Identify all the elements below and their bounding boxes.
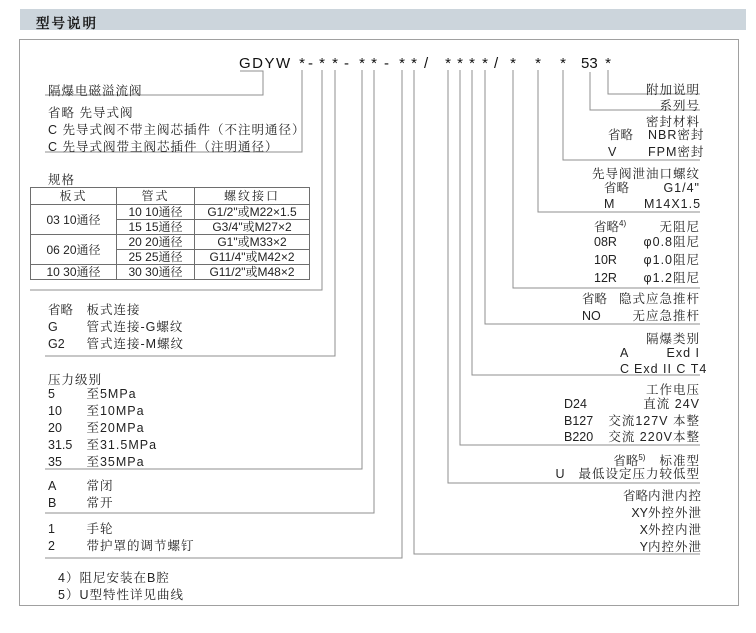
state-desc-2: 常开: [86, 496, 114, 510]
spec-plate-2: 06 20通径: [31, 235, 117, 265]
spec-header-pipe: 管式: [117, 188, 195, 205]
damping-code-2: 08R: [594, 235, 617, 249]
pushrod-code-1: 省略: [582, 292, 608, 306]
code-star-6: *: [399, 55, 405, 72]
pushrod-desc-2: 无应急推杆: [632, 309, 700, 323]
state-row-2: [48, 496, 114, 510]
damping-desc-4: φ1.2阻尼: [643, 271, 700, 285]
code-slash-2: /: [494, 55, 499, 72]
code-star-3: *: [332, 55, 338, 72]
voltage-row-2: [564, 414, 700, 428]
adjust-code-2: 2: [48, 539, 55, 553]
control-code-1: 省略: [622, 489, 648, 503]
seal-row-2: [608, 145, 705, 159]
control-row-2: [612, 506, 703, 520]
table-row: [31, 205, 310, 220]
exd-code-2: C: [620, 362, 630, 376]
section-title: 型号说明: [36, 16, 98, 31]
drain-desc-1: G1/4": [663, 181, 700, 195]
damping-desc-1: 无阻尼: [659, 220, 700, 235]
section-header-bar: [20, 9, 746, 30]
adjust-code-1: 1: [48, 522, 55, 536]
damping-row-3: [594, 253, 700, 267]
pressure-desc-1: 至5MPa: [86, 387, 137, 401]
damping-row-1: [594, 217, 700, 234]
voltage-code-2: B127: [564, 414, 594, 428]
connection-row-2: [48, 320, 183, 334]
spec-pipe-5: 30 30通径: [117, 265, 195, 280]
drain-row-2: [604, 197, 700, 211]
exd-row-2: [620, 362, 708, 376]
pressure-label: 压力级别: [48, 373, 103, 387]
pressure-row-4: [48, 438, 157, 452]
exd-desc-1: Exd I: [666, 346, 700, 360]
pressure-row-3: [48, 421, 145, 435]
spec-pipe-3: 20 20通径: [117, 235, 195, 250]
model-code-prefix: GDYW: [239, 55, 292, 72]
code-star-12: *: [510, 55, 516, 72]
spec-thread-1: G1/2"或M22×1.5: [195, 205, 310, 220]
pressure-code-4: 31.5: [48, 438, 73, 452]
damping-code-3: 10R: [594, 253, 617, 267]
drain-code-1: 省略: [604, 181, 630, 195]
pressure-desc-3: 至20MPa: [86, 421, 145, 435]
code-dash-2: -: [344, 55, 349, 72]
control-code-4: Y: [639, 540, 648, 554]
drain-code-2: M: [604, 197, 615, 211]
footnote-5: 5）U型特性详见曲线: [58, 588, 184, 602]
voltage-row-1: [564, 397, 700, 411]
exd-code-1: A: [620, 346, 629, 360]
seal-desc-2: FPM密封: [648, 145, 705, 159]
spec-table: [30, 187, 310, 280]
pressure-code-5: 35: [48, 455, 62, 469]
pilot-row-1: 省略 先导式阀: [48, 106, 134, 120]
spec-header-thread: 螺纹接口: [195, 188, 310, 205]
drain-thread-label: 先导阀泄油口螺纹: [591, 167, 700, 181]
control-code-2: XY: [631, 506, 648, 520]
connection-code-2: G: [48, 320, 58, 334]
damping-row-2: [594, 235, 700, 249]
damping-code-4: 12R: [594, 271, 617, 285]
seal-desc-1: NBR密封: [648, 128, 705, 142]
pressure-desc-4: 至31.5MPa: [86, 438, 158, 452]
pressure-desc-5: 至35MPa: [86, 455, 145, 469]
spec-plate-3: 10 30通径: [31, 265, 117, 280]
code-star-10: *: [469, 55, 475, 72]
voltage-code-3: B220: [564, 430, 594, 444]
connection-desc-1: 板式连接: [86, 303, 141, 317]
voltage-row-3: [564, 430, 700, 444]
code-dash-3: -: [384, 55, 389, 72]
adjust-row-1: [48, 522, 114, 536]
code-star-8: *: [445, 55, 451, 72]
code-star-15: *: [605, 55, 611, 72]
code-star-5: *: [371, 55, 377, 72]
connection-code-3: G2: [48, 337, 65, 351]
pushrod-row-2: [582, 309, 700, 323]
table-row: [31, 235, 310, 250]
code-dash-1: -: [308, 55, 313, 72]
pressure-row-1: [48, 387, 137, 401]
pressure-code-2: 10: [48, 404, 62, 418]
adjust-row-2: [48, 539, 195, 553]
spec-label: 规格: [48, 173, 76, 187]
code-star-9: *: [457, 55, 463, 72]
footnote-4: 4）阻尼安装在B腔: [58, 571, 170, 585]
code-star-2: *: [319, 55, 325, 72]
spec-pipe-1: 10 10通径: [117, 205, 195, 220]
control-row-3: [612, 523, 703, 537]
damping-desc-2: φ0.8阻尼: [643, 235, 700, 249]
pushrod-code-2: NO: [582, 309, 601, 323]
exd-desc-2: Exd II C T4: [634, 362, 708, 376]
code-star-11: *: [482, 55, 488, 72]
spec-thread-4: G11/4"或M42×2: [195, 250, 310, 265]
control-desc-1: 内泄内控: [648, 489, 703, 503]
control-code-3: X: [639, 523, 648, 537]
code-star-7: *: [411, 55, 417, 72]
pilot-row-2: C 先导式阀不带主阀芯插件（不注明通径）: [48, 123, 306, 137]
series-label: 系列号: [659, 99, 700, 113]
voltage-code-1: D24: [564, 397, 587, 411]
valve-name: 隔爆电磁溢流阀: [48, 84, 143, 98]
utype-desc-2: 最低设定压力较低型: [578, 467, 700, 481]
code-star-4: *: [359, 55, 365, 72]
spec-pipe-2: 15 15通径: [117, 220, 195, 235]
damping-desc-3: φ1.0阻尼: [643, 253, 700, 267]
voltage-desc-1: 直流 24V: [643, 397, 700, 411]
code-series-number: 53: [581, 55, 598, 72]
pressure-code-1: 5: [48, 387, 55, 401]
seal-label: 密封材料: [645, 115, 700, 129]
utype-row-1: [613, 451, 700, 468]
control-desc-4: 内控外泄: [648, 540, 703, 554]
pilot-row-3: C 先导式阀带主阀芯插件（注明通径）: [48, 140, 279, 154]
utype-code-1: 省略$^{5)}$: [613, 453, 646, 469]
voltage-label: 工作电压: [645, 383, 700, 397]
voltage-desc-2: 交流127V 本整: [608, 414, 700, 428]
utype-row-2: [555, 467, 700, 481]
adjust-desc-1: 手轮: [86, 522, 114, 536]
damping-row-4: [594, 271, 700, 285]
pressure-row-5: [48, 455, 145, 469]
spec-thread-5: G11/2"或M48×2: [195, 265, 310, 280]
seal-row-1: [608, 128, 705, 142]
connection-code-1: 省略: [48, 303, 74, 317]
control-row-1: [612, 489, 703, 503]
connection-row-3: [48, 337, 184, 351]
spec-thread-3: G1"或M33×2: [195, 235, 310, 250]
pressure-code-3: 20: [48, 421, 62, 435]
state-row-1: [48, 479, 114, 493]
spec-header-row: [31, 188, 310, 205]
control-row-4: [612, 540, 703, 554]
connection-desc-2: 管式连接-G螺纹: [86, 320, 184, 334]
seal-code-2: V: [608, 145, 617, 159]
connection-row-1: [48, 303, 141, 317]
utype-code-2: U: [555, 467, 565, 481]
spec-thread-2: G3/4"或M27×2: [195, 220, 310, 235]
damping-code-1: 省略$^{4)}$: [594, 219, 627, 235]
code-star-14: *: [560, 55, 566, 72]
table-row: [31, 265, 310, 280]
control-desc-3: 外控内泄: [648, 523, 703, 537]
drain-desc-2: M14X1.5: [644, 197, 702, 211]
voltage-desc-3: 交流 220V本整: [608, 430, 700, 444]
pressure-row-2: [48, 404, 145, 418]
pressure-desc-2: 至10MPa: [86, 404, 145, 418]
exd-row-1: [620, 346, 700, 360]
drain-row-1: [604, 181, 700, 195]
seal-code-1: 省略: [608, 128, 634, 142]
utype-desc-1: 标准型: [659, 454, 700, 469]
code-star-13: *: [535, 55, 541, 72]
code-star-1: *: [299, 55, 305, 72]
control-desc-2: 外控外泄: [648, 506, 703, 520]
state-code-2: B: [48, 496, 57, 510]
spec-pipe-4: 25 25通径: [117, 250, 195, 265]
state-desc-1: 常闭: [86, 479, 114, 493]
exd-label: 隔爆类别: [645, 332, 700, 346]
adjust-desc-2: 带护罩的调节螺钉: [86, 539, 195, 553]
state-code-1: A: [48, 479, 57, 493]
spec-header-plate: 板式: [31, 188, 117, 205]
spec-plate-1: 03 10通径: [31, 205, 117, 235]
connection-desc-3: 管式连接-M螺纹: [86, 337, 185, 351]
additional-label: 附加说明: [645, 83, 700, 97]
pushrod-desc-1: 隐式应急推杆: [618, 292, 700, 306]
code-slash-1: /: [424, 55, 429, 72]
pushrod-row-1: [582, 292, 700, 306]
